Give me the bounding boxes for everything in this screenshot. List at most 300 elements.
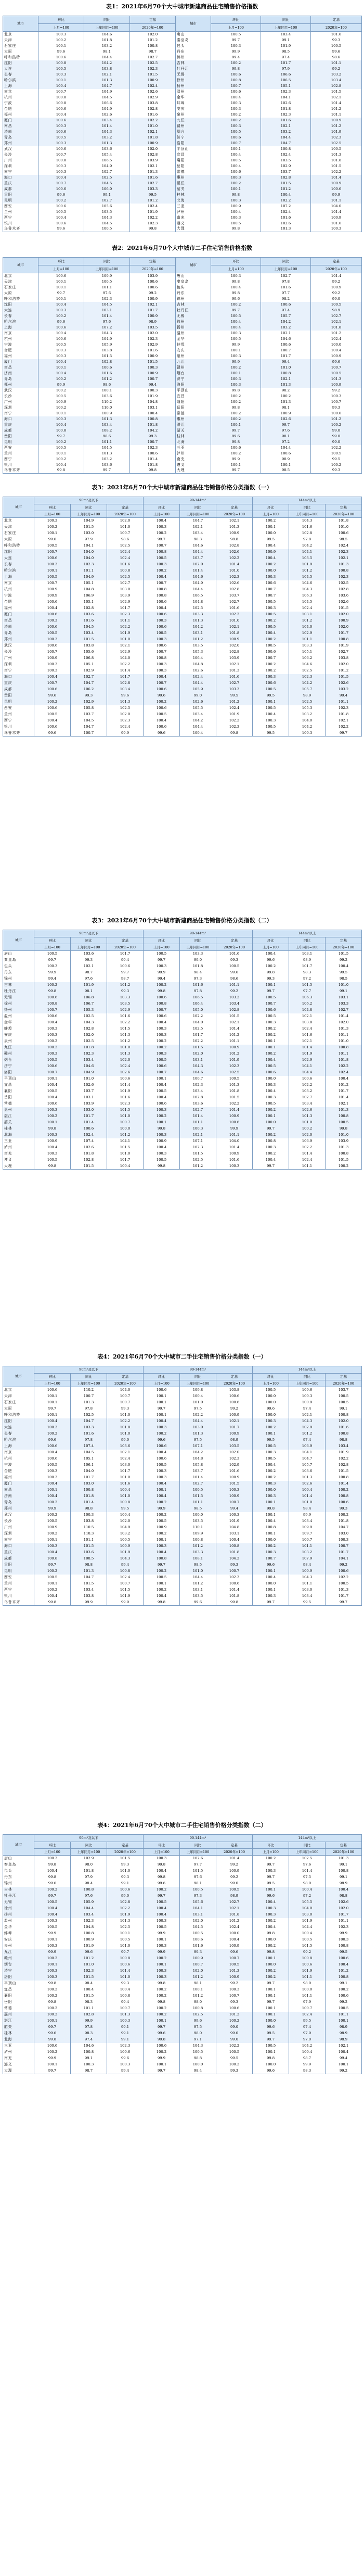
- index-value-cell: 100.2: [144, 1500, 180, 1506]
- table-row: [3, 290, 362, 296]
- index-value-cell: 100.3: [34, 1051, 71, 1057]
- index-value-cell: 100.8: [211, 78, 261, 83]
- city-name-cell: 襄阳: [176, 158, 211, 163]
- index-value-cell: 101.4: [311, 209, 362, 215]
- index-value-cell: 100.1: [34, 530, 71, 537]
- index-value-cell: 98.6: [107, 537, 144, 543]
- index-value-cell: 102.6: [180, 699, 216, 705]
- city-name-cell: 沈阳: [3, 1418, 34, 1425]
- index-value-cell: 101.9: [216, 1518, 253, 1525]
- index-value-cell: 101.2: [311, 416, 362, 422]
- index-value-cell: 100.2: [144, 530, 180, 537]
- index-value-cell: 100.5: [38, 342, 84, 348]
- index-value-cell: 99.3: [107, 988, 144, 995]
- table-row: [3, 302, 362, 308]
- index-value-cell: 100.3: [253, 1450, 289, 1456]
- index-value-cell: 100.6: [107, 963, 144, 970]
- index-value-cell: 101.5: [216, 1481, 253, 1487]
- index-value-cell: 102.2: [289, 1145, 326, 1151]
- index-value-cell: 100.5: [211, 313, 261, 319]
- index-value-cell: 99.5: [326, 1949, 362, 1956]
- index-value-cell: 100.8: [107, 568, 144, 574]
- index-value-cell: 100.9: [34, 1138, 71, 1145]
- index-value-cell: 99.8: [144, 1981, 180, 1987]
- index-value-cell: 106.0: [84, 186, 130, 192]
- index-value-cell: 100.3: [253, 1493, 289, 1500]
- index-value-cell: 100.2: [253, 1968, 289, 1974]
- index-value-cell: 100.3: [144, 1974, 180, 1981]
- index-value-cell: 106.9: [289, 1138, 326, 1145]
- city-name-cell: 西安: [3, 705, 34, 712]
- index-value-cell: 101.5: [71, 524, 107, 530]
- index-value-cell: 100.3: [144, 1425, 180, 1431]
- index-value-cell: 105.8: [71, 705, 107, 712]
- index-value-cell: 100.1: [34, 1581, 71, 1587]
- index-value-cell: 107.4: [71, 1138, 107, 1145]
- city-name-cell: 蚌埠: [3, 1026, 34, 1032]
- table-row: [3, 1038, 362, 1045]
- index-value-cell: 102.5: [216, 1070, 253, 1076]
- index-value-cell: 102.5: [180, 605, 216, 612]
- index-value-cell: 100.3: [34, 1032, 71, 1038]
- index-value-cell: 99.6: [38, 49, 84, 55]
- index-value-cell: 100.7: [144, 680, 180, 687]
- index-value-cell: 99.8: [34, 1874, 71, 1881]
- index-value-cell: 105.0: [180, 1007, 216, 1013]
- index-value-cell: 101.2: [84, 376, 130, 382]
- index-value-cell: 100.6: [38, 325, 84, 331]
- index-value-cell: 101.6: [311, 221, 362, 226]
- index-value-cell: 97.4: [261, 308, 311, 313]
- index-value-cell: 100.3: [216, 1487, 253, 1493]
- index-value-cell: 101.7: [326, 1088, 362, 1095]
- index-value-cell: 103.4: [326, 1443, 362, 1450]
- index-value-cell: 102.5: [326, 580, 362, 587]
- index-value-cell: 102.4: [261, 209, 311, 215]
- index-value-cell: 100.9: [34, 593, 71, 599]
- table-row: [3, 112, 362, 118]
- index-value-cell: 100.1: [253, 1045, 289, 1051]
- index-value-cell: 101.1: [289, 1543, 326, 1550]
- index-value-cell: 100.8: [326, 1151, 362, 1157]
- city-name-cell: 合肥: [3, 599, 34, 605]
- index-value-cell: 99.6: [253, 1893, 289, 1899]
- index-value-cell: 100.2: [144, 1987, 180, 1993]
- col-header-base: 定基: [326, 937, 362, 944]
- index-value-cell: 103.2: [84, 135, 130, 141]
- index-value-cell: 101.8: [107, 1425, 144, 1431]
- index-value-cell: 99.8: [211, 226, 261, 232]
- index-value-cell: 100.2: [144, 2006, 180, 2012]
- table-3a-section: [0, 484, 364, 737]
- index-value-cell: 102.4: [71, 1132, 107, 1138]
- city-name-cell: 九江: [176, 359, 211, 365]
- index-value-cell: 100.9: [130, 78, 176, 83]
- index-value-cell: 99.6: [180, 1600, 216, 1606]
- index-value-cell: 101.2: [216, 1051, 253, 1057]
- city-name-cell: 乌鲁木齐: [3, 730, 34, 737]
- table-row: [3, 1587, 362, 1593]
- index-value-cell: 102.1: [216, 1418, 253, 1425]
- index-value-cell: 97.4: [289, 2024, 326, 2031]
- index-value-cell: 101.5: [180, 1868, 216, 1874]
- table-row: [3, 662, 362, 668]
- col-header-city: 城市: [3, 1366, 34, 1387]
- index-value-cell: 99.3: [216, 1999, 253, 2006]
- index-value-cell: 102.1: [289, 1412, 326, 1418]
- index-value-cell: 99.1: [326, 1862, 362, 1868]
- index-value-cell: 100.5: [216, 1887, 253, 1893]
- index-value-cell: 104.2: [289, 2043, 326, 2049]
- index-value-cell: 99.5: [289, 1600, 326, 1606]
- index-value-cell: 99.7: [326, 730, 362, 737]
- index-value-cell: 100.2: [144, 1587, 180, 1593]
- city-name-cell: 秦皇岛: [3, 1862, 34, 1868]
- index-value-cell: 100.9: [130, 371, 176, 376]
- index-value-cell: 100.5: [38, 445, 84, 451]
- index-value-cell: 102.2: [107, 624, 144, 630]
- index-value-cell: 99.8: [253, 2055, 289, 2062]
- index-value-cell: 106.3: [289, 593, 326, 599]
- table-row: [3, 192, 362, 198]
- index-value-cell: 104.5: [84, 302, 130, 308]
- index-value-cell: 99.0: [311, 296, 362, 302]
- index-value-cell: 100.6: [180, 1937, 216, 1943]
- index-value-cell: 102.9: [71, 699, 107, 705]
- index-value-cell: 104.2: [289, 543, 326, 549]
- index-value-cell: 100.8: [326, 1412, 362, 1418]
- index-value-cell: 100.6: [211, 89, 261, 95]
- index-value-cell: 100.8: [107, 1568, 144, 1575]
- index-value-cell: 99.9: [34, 1949, 71, 1956]
- col-header-base: 定基: [326, 1842, 362, 1849]
- index-value-cell: 102.4: [107, 555, 144, 562]
- city-name-cell: 襄阳: [3, 1993, 34, 1999]
- index-value-cell: 100.8: [326, 1493, 362, 1500]
- index-value-cell: 103.2: [289, 1088, 326, 1095]
- city-name-cell: 成都: [3, 1556, 34, 1562]
- index-value-cell: 101.6: [261, 285, 311, 290]
- city-name-cell: 唐山: [3, 1856, 34, 1862]
- table-3b: [3, 930, 362, 1170]
- table-row: [3, 331, 362, 336]
- index-value-cell: 100.5: [34, 1088, 71, 1095]
- index-value-cell: 100.8: [38, 158, 84, 163]
- city-name-cell: 广州: [3, 158, 38, 163]
- index-value-cell: 100.6: [216, 1393, 253, 1400]
- index-value-cell: 98.5: [326, 976, 362, 982]
- city-name-cell: 沈阳: [3, 60, 38, 66]
- index-value-cell: 100.5: [34, 574, 71, 580]
- index-value-cell: 100.7: [144, 1070, 180, 1076]
- index-value-cell: 99.6: [107, 693, 144, 699]
- city-name-cell: 广州: [3, 399, 38, 405]
- city-name-cell: 温州: [3, 1918, 34, 1924]
- city-name-cell: 无锡: [3, 995, 34, 1001]
- index-value-cell: 101.1: [289, 1163, 326, 1170]
- table-4b: [3, 1834, 362, 2074]
- index-value-cell: 100.2: [34, 1956, 71, 1962]
- city-name-cell: 银川: [3, 1593, 34, 1600]
- index-value-cell: 102.3: [326, 549, 362, 555]
- index-value-cell: 101.8: [71, 1493, 107, 1500]
- index-value-cell: 100.4: [38, 83, 84, 89]
- index-value-cell: 100.9: [311, 215, 362, 221]
- col-subheader-last-month: 上月=100: [144, 1380, 180, 1387]
- index-value-cell: 99.9: [144, 1949, 180, 1956]
- index-value-cell: 99.1: [326, 1874, 362, 1881]
- index-value-cell: 97.9: [289, 2031, 326, 2037]
- city-name-cell: 西安: [3, 445, 38, 451]
- index-value-cell: 100.3: [34, 1475, 71, 1481]
- index-value-cell: 100.2: [34, 1431, 71, 1437]
- index-value-cell: 101.7: [261, 60, 311, 66]
- index-value-cell: 101.5: [130, 72, 176, 78]
- index-value-cell: 100.2: [144, 2012, 180, 2018]
- table-row: [3, 1045, 362, 1051]
- index-value-cell: 103.8: [84, 348, 130, 353]
- index-value-cell: 101.2: [180, 1163, 216, 1170]
- index-value-cell: 100.1: [107, 1931, 144, 1937]
- city-name-cell: 石家庄: [3, 1400, 34, 1406]
- index-value-cell: 100.0: [289, 1987, 326, 1993]
- index-value-cell: 100.3: [253, 1145, 289, 1151]
- index-value-cell: 100.1: [38, 43, 84, 49]
- index-value-cell: 101.3: [107, 1918, 144, 1924]
- index-value-cell: 100.5: [216, 1962, 253, 1968]
- col-subheader-last-year: 上年同月=100: [261, 24, 311, 32]
- index-value-cell: 99.8: [34, 1981, 71, 1987]
- index-value-cell: 99.6: [253, 1562, 289, 1568]
- index-value-cell: 101.5: [84, 353, 130, 359]
- index-value-cell: 101.0: [261, 365, 311, 371]
- index-value-cell: 104.3: [180, 2043, 216, 2049]
- index-value-cell: 101.1: [216, 982, 253, 988]
- index-value-cell: 100.2: [253, 1425, 289, 1431]
- index-value-cell: 100.8: [326, 1431, 362, 1437]
- index-value-cell: 100.1: [211, 462, 261, 468]
- index-value-cell: 99.5: [216, 693, 253, 699]
- index-value-cell: 100.5: [144, 1899, 180, 1906]
- index-value-cell: 101.2: [107, 982, 144, 988]
- city-name-cell: 湛江: [3, 1113, 34, 1120]
- table-row: [3, 730, 362, 737]
- index-value-cell: 99.8: [144, 988, 180, 995]
- index-value-cell: 104.8: [180, 599, 216, 605]
- index-value-cell: 101.1: [326, 2012, 362, 2018]
- index-value-cell: 100.5: [34, 1899, 71, 1906]
- index-value-cell: 104.1: [326, 1556, 362, 1562]
- index-value-cell: 100.5: [144, 712, 180, 718]
- index-value-cell: 100.5: [180, 1887, 216, 1893]
- index-value-cell: 100.5: [253, 2043, 289, 2049]
- index-value-cell: 101.3: [107, 2012, 144, 2018]
- index-value-cell: 101.7: [289, 963, 326, 970]
- index-value-cell: 101.1: [289, 1993, 326, 1999]
- index-value-cell: 100.4: [38, 422, 84, 428]
- index-value-cell: 102.4: [107, 1063, 144, 1070]
- index-value-cell: 101.5: [311, 163, 362, 169]
- col-subheader-2020-base: 2020年=100: [107, 944, 144, 951]
- city-name-cell: 济宁: [3, 1063, 34, 1070]
- index-value-cell: 103.0: [107, 587, 144, 593]
- index-value-cell: 99.6: [34, 730, 71, 737]
- index-value-cell: 100.5: [311, 302, 362, 308]
- index-value-cell: 100.3: [253, 718, 289, 724]
- table-row: [3, 624, 362, 630]
- city-name-cell: 北海: [3, 1132, 34, 1138]
- index-value-cell: 100.1: [34, 1076, 71, 1082]
- index-value-cell: 100.2: [216, 2018, 253, 2024]
- city-name-cell: 金华: [3, 1020, 34, 1026]
- index-value-cell: 101.2: [180, 1974, 216, 1981]
- table-row: [3, 209, 362, 215]
- index-value-cell: 106.2: [71, 687, 107, 693]
- index-value-cell: 102.9: [289, 1425, 326, 1431]
- city-name-cell: 呼和浩特: [3, 1412, 34, 1418]
- index-value-cell: 105.9: [180, 687, 216, 693]
- index-value-cell: 100.3: [211, 215, 261, 221]
- index-value-cell: 99.9: [211, 359, 261, 365]
- index-value-cell: 101.2: [107, 1132, 144, 1138]
- city-name-cell: 无锡: [176, 313, 211, 319]
- index-value-cell: 100.1: [144, 1962, 180, 1968]
- index-value-cell: 100.4: [253, 630, 289, 637]
- index-value-cell: 104.7: [71, 1575, 107, 1581]
- index-value-cell: 100.2: [253, 668, 289, 674]
- index-value-cell: 103.0: [71, 1481, 107, 1487]
- col-header-city: 城市: [176, 16, 211, 32]
- index-value-cell: 100.5: [326, 1400, 362, 1406]
- index-value-cell: 101.0: [107, 1943, 144, 1949]
- index-value-cell: 104.4: [180, 549, 216, 555]
- index-value-cell: 103.1: [180, 1057, 216, 1063]
- index-value-cell: 101.8: [326, 1057, 362, 1063]
- city-name-cell: 桂林: [176, 192, 211, 198]
- index-value-cell: 103.0: [107, 1462, 144, 1468]
- index-value-cell: 102.7: [311, 313, 362, 319]
- col-subheader-last-month: 上月=100: [253, 944, 289, 951]
- index-value-cell: 101.3: [216, 668, 253, 674]
- index-value-cell: 104.2: [180, 718, 216, 724]
- index-value-cell: 100.3: [311, 226, 362, 232]
- city-name-cell: 石家庄: [3, 530, 34, 537]
- index-value-cell: 99.7: [253, 988, 289, 995]
- table-row: [3, 1999, 362, 2006]
- index-value-cell: 102.0: [180, 562, 216, 568]
- index-value-cell: 104.1: [289, 1450, 326, 1456]
- index-value-cell: 97.7: [261, 290, 311, 296]
- index-value-cell: 100.0: [253, 530, 289, 537]
- index-value-cell: 105.7: [289, 687, 326, 693]
- index-value-cell: 101.3: [326, 1026, 362, 1032]
- index-value-cell: 104.3: [84, 331, 130, 336]
- index-value-cell: 100.6: [34, 624, 71, 630]
- table-row: [3, 100, 362, 106]
- index-value-cell: 100.7: [216, 1956, 253, 1962]
- index-value-cell: 101.7: [180, 1032, 216, 1038]
- index-value-cell: 97.9: [71, 537, 107, 543]
- table-row: [3, 1468, 362, 1475]
- city-name-cell: 福州: [3, 605, 34, 612]
- city-name-cell: 呼和浩特: [3, 55, 38, 60]
- index-value-cell: 99.0: [180, 693, 216, 699]
- index-value-cell: 100.7: [326, 1543, 362, 1550]
- table-row: [3, 668, 362, 674]
- index-value-cell: 100.1: [253, 1568, 289, 1575]
- table-row: [3, 1163, 362, 1170]
- index-value-cell: 101.2: [326, 668, 362, 674]
- index-value-cell: 100.0: [216, 1931, 253, 1937]
- index-value-cell: 100.1: [144, 1393, 180, 1400]
- city-name-cell: 丹东: [3, 970, 34, 976]
- city-name-cell: 南京: [3, 580, 34, 587]
- index-value-cell: 100.9: [84, 411, 130, 416]
- city-name-cell: 泸州: [176, 451, 211, 456]
- index-value-cell: 99.7: [107, 970, 144, 976]
- index-value-cell: 100.4: [253, 1575, 289, 1581]
- city-name-cell: 济宁: [176, 135, 211, 141]
- index-value-cell: 101.0: [326, 1132, 362, 1138]
- table-row: [3, 976, 362, 982]
- index-value-cell: 104.5: [71, 718, 107, 724]
- index-value-cell: 98.9: [326, 2031, 362, 2037]
- index-value-cell: 102.8: [261, 175, 311, 181]
- index-value-cell: 102.3: [180, 1082, 216, 1088]
- index-value-cell: 102.5: [311, 141, 362, 146]
- index-value-cell: 104.3: [289, 518, 326, 524]
- index-value-cell: 104.3: [289, 587, 326, 593]
- index-value-cell: 100.3: [211, 100, 261, 106]
- index-value-cell: 100.8: [34, 1001, 71, 1007]
- index-value-cell: 102.6: [180, 1856, 216, 1862]
- index-value-cell: 98.2: [261, 388, 311, 394]
- index-value-cell: 101.6: [107, 1095, 144, 1101]
- city-name-cell: 青岛: [3, 135, 38, 141]
- index-value-cell: 100.8: [144, 587, 180, 593]
- index-value-cell: 101.1: [289, 637, 326, 643]
- index-value-cell: 100.3: [253, 1906, 289, 1912]
- index-value-cell: 101.0: [107, 1868, 144, 1874]
- index-value-cell: 104.1: [107, 1138, 144, 1145]
- index-value-cell: 100.5: [144, 1057, 180, 1063]
- index-value-cell: 102.2: [326, 1456, 362, 1462]
- city-name-cell: 烟台: [3, 1057, 34, 1063]
- col-header-mom: 环比: [144, 504, 180, 511]
- index-value-cell: 100.5: [38, 209, 84, 215]
- index-value-cell: 100.1: [253, 1993, 289, 1999]
- index-value-cell: 100.7: [34, 549, 71, 555]
- city-name-cell: 深圳: [3, 163, 38, 169]
- index-value-cell: 104.3: [84, 215, 130, 221]
- index-value-cell: 100.4: [144, 1481, 180, 1487]
- index-value-cell: 99.7: [326, 1600, 362, 1606]
- index-value-cell: 102.3: [107, 612, 144, 618]
- table-row: [3, 1157, 362, 1163]
- table-row: [3, 1007, 362, 1013]
- index-value-cell: 97.2: [261, 439, 311, 445]
- col-subheader-2020-base: 2020年=100: [326, 511, 362, 518]
- index-value-cell: 102.9: [107, 599, 144, 605]
- index-value-cell: 99.9: [211, 49, 261, 55]
- index-value-cell: 99.5: [311, 456, 362, 462]
- index-value-cell: 106.2: [289, 1001, 326, 1007]
- col-header-base: 定基: [216, 937, 253, 944]
- city-name-cell: 大理: [176, 468, 211, 474]
- col-header-yoy: 同比: [71, 1842, 107, 1849]
- index-value-cell: 103.6: [84, 394, 130, 399]
- index-value-cell: 100.3: [211, 123, 261, 129]
